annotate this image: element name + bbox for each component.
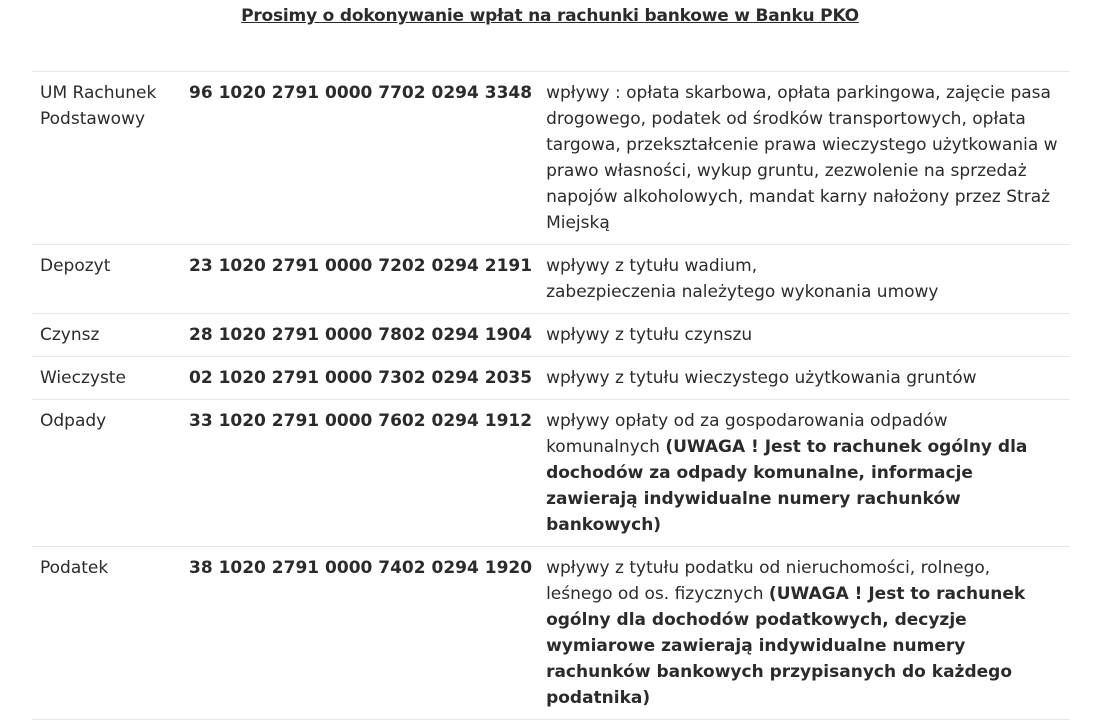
table-row <box>32 357 1070 400</box>
account-number: 33 1020 2791 0000 7602 0294 1912 <box>181 400 538 547</box>
account-number: 96 1020 2791 0000 7702 0294 3348 <box>181 72 538 245</box>
account-number: 23 1020 2791 0000 7202 0294 2191 <box>181 245 538 314</box>
account-name: UM Rachunek Podstawowy <box>32 72 181 245</box>
bank-accounts-table <box>32 71 1070 720</box>
account-name: Odpady <box>32 400 181 547</box>
account-number: 02 1020 2791 0000 7302 0294 2035 <box>181 357 538 400</box>
account-note: (UWAGA ! Jest to rachunek ogólny dla dochodów za odpady komunalne, informacje zawierają indywidualne numery rachunków bankowych) <box>546 437 1028 535</box>
account-description: wpływy z tytułu podatku od nieruchomości, rolnego, leśnego od os. fizycznych <box>546 558 991 604</box>
table-row <box>32 245 1070 314</box>
account-number: 28 1020 2791 0000 7802 0294 1904 <box>181 314 538 357</box>
account-name: Depozyt <box>32 245 181 314</box>
account-number: 38 1020 2791 0000 7402 0294 1920 <box>181 547 538 720</box>
account-description-cell <box>538 400 1070 547</box>
account-description: wpływy z tytułu wadium, <box>546 256 758 276</box>
account-name: Podatek <box>32 547 181 720</box>
account-description: wpływy : opłata skarbowa, opłata parkingowa, zajęcie pasa drogowego, podatek od środków transportowych, opłata targowa, przekształcenie prawa wieczystego użytkowania w prawo własności, wykup gruntu, zezwolenie na sprzedaż napojów alkoholowych, mandat karny nałożony przez Straż Miejską <box>546 83 1058 233</box>
account-description-line2: zabezpieczenia należytego wykonania umowy <box>546 282 939 302</box>
account-description-cell <box>538 357 1070 400</box>
account-description-cell <box>538 314 1070 357</box>
table-row <box>32 72 1070 245</box>
account-description-cell <box>538 245 1070 314</box>
account-description: wpływy z tytułu czynszu <box>546 325 753 345</box>
account-note: (UWAGA ! Jest to rachunek ogólny dla dochodów podatkowych, decyzje wymiarowe zawierają indywidualne numery rachunków bankowych przypisanych do każdego podatnika) <box>546 584 1026 708</box>
table-row <box>32 547 1070 720</box>
table-row <box>32 314 1070 357</box>
account-description-cell <box>538 547 1070 720</box>
account-name: Wieczyste <box>32 357 181 400</box>
page-title: Prosimy o dokonywanie wpłat na rachunki bankowe w Banku PKO <box>241 6 859 26</box>
account-name: Czynsz <box>32 314 181 357</box>
account-description-cell <box>538 72 1070 245</box>
account-description: wpływy opłaty od za gospodarowania odpadów komunalnych <box>546 411 948 457</box>
account-description: wpływy z tytułu wieczystego użytkowania gruntów <box>546 368 977 388</box>
table-row <box>32 400 1070 547</box>
